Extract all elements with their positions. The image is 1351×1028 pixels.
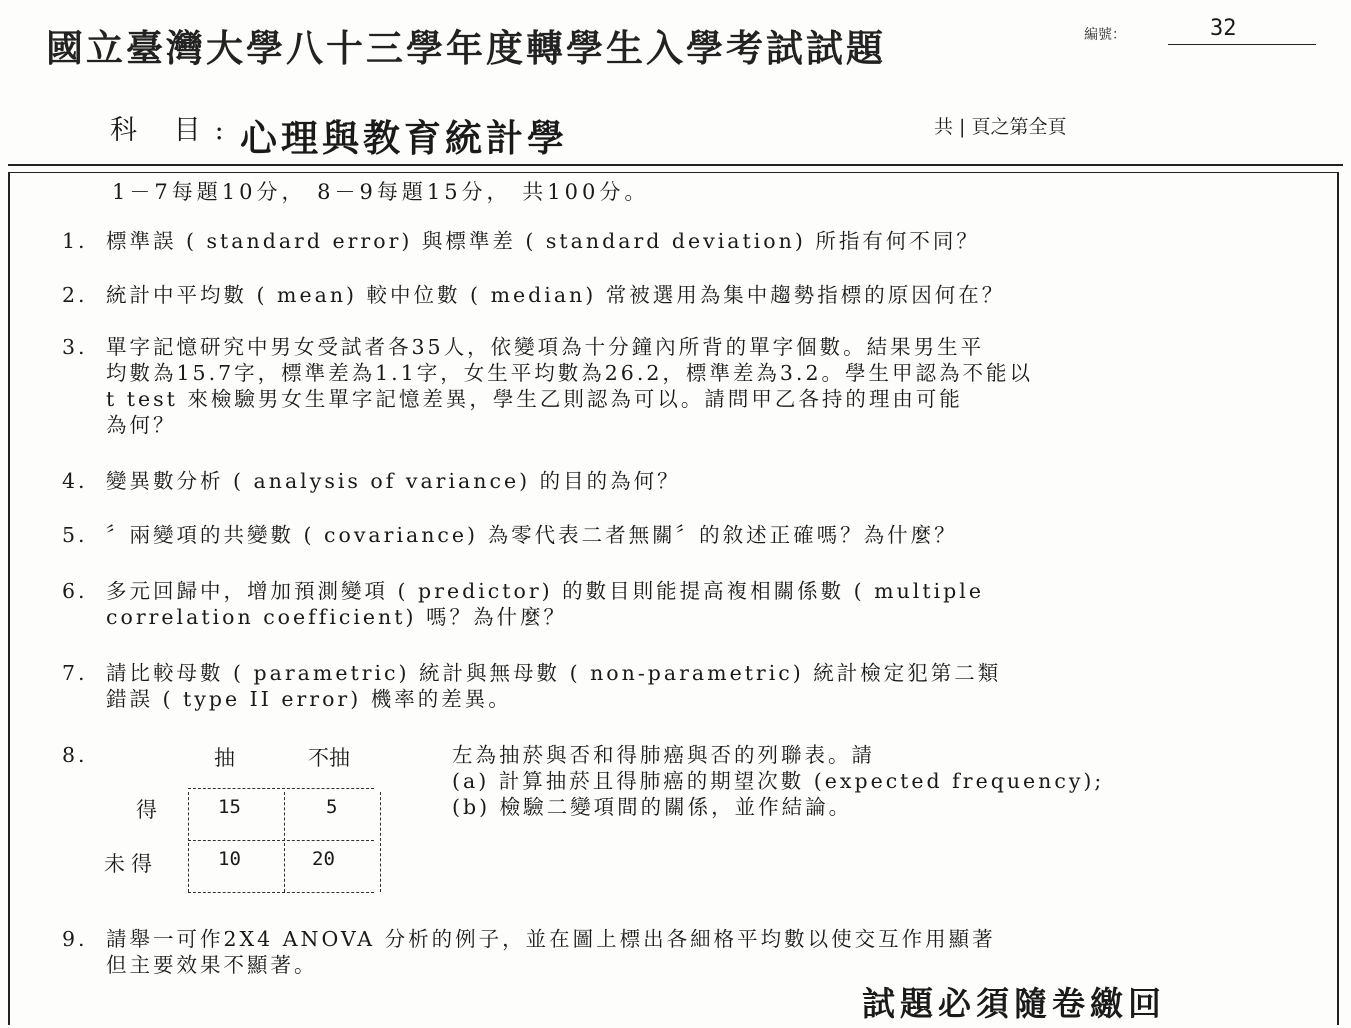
table-line [188, 840, 374, 841]
question-number: 7. [62, 661, 88, 685]
table-cell: 5 [326, 796, 338, 818]
col-header-no-smoke: 不抽 [308, 746, 350, 770]
question-6 [62, 578, 984, 630]
question-number: 8. [62, 743, 88, 767]
question-line: 均數為15.7字，標準差為1.1字，女生平均數為26.2，標準差為3.2。學生甲認為不能以 [106, 361, 1033, 385]
question-number: 5. [62, 523, 88, 547]
question-number: 2. [62, 283, 88, 307]
question-line: 左為抽菸與否和得肺癌與否的列聯表。請 [452, 743, 875, 767]
question-line: 錯誤 ( type II error) 機率的差異。 [106, 687, 512, 711]
subject-name: 心理與教育統計學 [240, 116, 568, 160]
question-number: 6. [62, 579, 88, 603]
question-line: t test 來檢驗男女生單字記憶差異，學生乙則認為可以。請問甲乙各持的理由可能 [106, 387, 963, 411]
row-label-no-cancer: 未得 [104, 852, 158, 876]
question-line: (b) 檢驗二變項間的關係，並作結論。 [452, 795, 853, 819]
question-1 [62, 228, 980, 254]
table-line [284, 792, 285, 892]
col-header-smoke: 抽 [214, 746, 235, 770]
table-line [188, 792, 189, 892]
serial-underline [1168, 44, 1316, 45]
scoring-instructions: 1－7每題10分， 8－9每題15分， 共100分。 [112, 180, 650, 204]
question-line: 統計中平均數 ( mean) 較中位數 ( median) 常被選用為集中趨勢指標的原因何在？ [106, 283, 1006, 307]
table-line [380, 792, 381, 892]
question-line: 單字記憶研究中男女受試者各35人，依變項為十分鐘內所背的單字個數。結果男生平 [106, 335, 985, 359]
table-cell: 10 [218, 848, 241, 870]
question-line: 但主要效果不顯著。 [106, 953, 318, 977]
question-line: correlation coefficient) 嗎？為什麼？ [106, 605, 567, 629]
question-line: 多元回歸中，增加預測變項 ( predictor) 的數目則能提高複相關係數 ( multiple [106, 579, 984, 603]
question-number: 3. [62, 335, 88, 359]
question-number: 9. [62, 927, 88, 951]
serial-label: 編號： [1084, 27, 1126, 43]
subject-label: 科 目: [110, 115, 238, 146]
question-line: 為何？ [106, 413, 177, 437]
question-2 [62, 282, 1006, 308]
question-3 [62, 334, 1033, 438]
question-4 [62, 468, 681, 494]
question-line: 〞兩變項的共變數 ( covariance) 為零代表二者無關〞的敘述正確嗎？為什麼？ [106, 523, 958, 547]
question-5 [62, 522, 958, 548]
question-line: 請舉一可作2X4 ANOVA 分析的例子，並在圖上標出各細格平均數以使交互作用顯著 [106, 927, 996, 951]
question-line: 請比較母數 ( parametric) 統計與無母數 ( non-parametric) 統計檢定犯第二類 [106, 661, 1002, 685]
question-8-text [452, 742, 1104, 820]
question-9 [62, 926, 996, 978]
return-paper-note: 試題必須隨卷繳回 [862, 984, 1166, 1023]
contingency-table [102, 742, 402, 902]
page-info: 共 | 頁之第全頁 [934, 116, 1067, 138]
table-cell: 15 [218, 796, 241, 818]
question-number: 4. [62, 469, 88, 493]
serial-number: 32 [1210, 16, 1237, 41]
question-number: 1. [62, 229, 88, 253]
table-cell: 20 [312, 848, 335, 870]
header-divider [8, 164, 1343, 166]
table-line [188, 788, 374, 789]
question-7 [62, 660, 1002, 712]
question-line: 標準誤 ( standard error) 與標準差 ( standard deviation) 所指有何不同？ [106, 229, 980, 253]
row-label-cancer: 得 [136, 798, 163, 822]
question-line: (a) 計算抽菸且得肺癌的期望次數 (expected frequency); [452, 769, 1105, 793]
exam-title: 國立臺灣大學八十三學年度轉學生入學考試試題 [46, 26, 886, 70]
table-line [188, 892, 374, 893]
question-line: 變異數分析 ( analysis of variance) 的目的為何？ [106, 469, 681, 493]
